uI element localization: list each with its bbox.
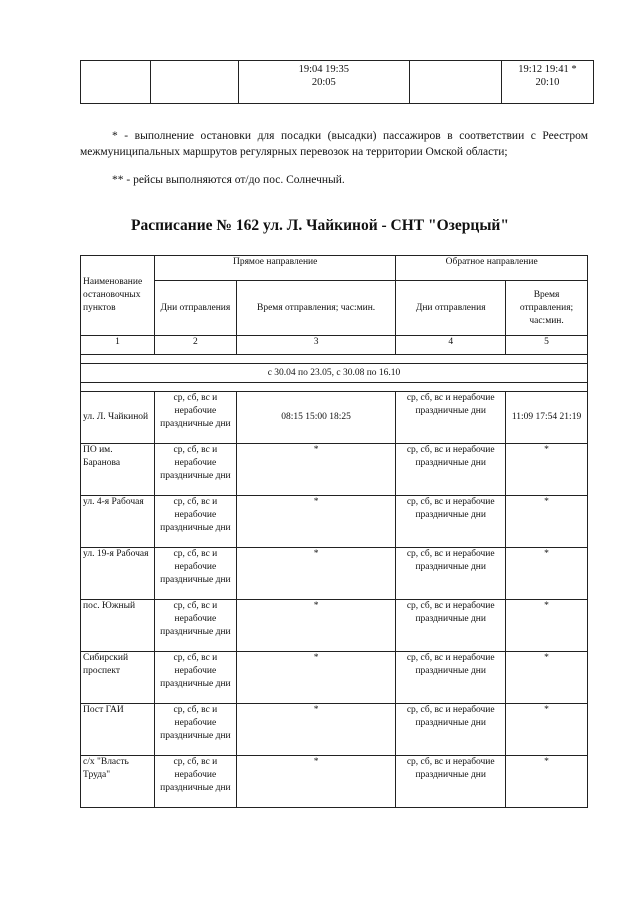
- forward-days-cell: ср, сб, вс и нерабочие праздничные дни: [154, 652, 236, 704]
- table-cell-empty: [409, 61, 501, 104]
- period-row: [81, 364, 588, 383]
- column-number: 1: [81, 336, 155, 355]
- schedule-table: [80, 255, 588, 808]
- backward-days-cell: ср, сб, вс и нерабочие праздничные дни: [396, 392, 506, 444]
- header-backward-direction: Обратное направление: [396, 256, 588, 281]
- stop-name-cell: ул. Л. Чайкиной: [81, 392, 155, 444]
- backward-days-cell: ср, сб, вс и нерабочие праздничные дни: [396, 600, 506, 652]
- header-forward-days: Дни отправления: [154, 281, 236, 336]
- forward-days-cell: ср, сб, вс и нерабочие праздничные дни: [154, 444, 236, 496]
- forward-time-cell: *: [236, 704, 396, 756]
- header-backward-time: Время отправления; час:мин.: [506, 281, 588, 336]
- header-row: [81, 256, 588, 281]
- stop-name-cell: Пост ГАИ: [81, 704, 155, 756]
- backward-time-cell: *: [506, 548, 588, 600]
- forward-time-cell: *: [236, 600, 396, 652]
- stop-name-cell: ул. 19-я Рабочая: [81, 548, 155, 600]
- backward-time-cell: *: [506, 756, 588, 808]
- table-cell-empty: [81, 61, 151, 104]
- forward-times-cell: 19:04 19:35 20:05: [238, 61, 409, 104]
- forward-time-cell: *: [236, 496, 396, 548]
- previous-schedule-table-fragment: [80, 60, 594, 104]
- backward-time-cell: *: [506, 704, 588, 756]
- column-number: 4: [396, 336, 506, 355]
- header-forward-direction: Прямое направление: [154, 256, 395, 281]
- forward-time-cell: 08:15 15:00 18:25: [236, 392, 396, 444]
- footnote-asterisk: * - выполнение остановки для посадки (высадки) пассажиров в соответствии с Реестром межмуниципальных маршрутов регулярных перевозок на территории Омской области;: [80, 130, 588, 158]
- footnotes: [80, 128, 588, 188]
- forward-days-cell: ср, сб, вс и нерабочие праздничные дни: [154, 756, 236, 808]
- forward-time-cell: *: [236, 756, 396, 808]
- stop-name-cell: Сибирский проспект: [81, 652, 155, 704]
- table-row: [81, 392, 588, 444]
- table-row: [81, 444, 588, 496]
- backward-time-cell: *: [506, 652, 588, 704]
- table-row: [81, 704, 588, 756]
- backward-days-cell: ср, сб, вс и нерабочие праздничные дни: [396, 548, 506, 600]
- table-cell-empty: [150, 61, 238, 104]
- forward-days-cell: ср, сб, вс и нерабочие праздничные дни: [154, 496, 236, 548]
- backward-times-line-1: 19:12 19:41 *: [518, 64, 577, 75]
- forward-days-cell: ср, сб, вс и нерабочие праздничные дни: [154, 600, 236, 652]
- backward-time-cell: *: [506, 600, 588, 652]
- forward-time-cell: *: [236, 652, 396, 704]
- header-backward-days: Дни отправления: [396, 281, 506, 336]
- header-subrow: [81, 281, 588, 336]
- backward-times-cell: [501, 61, 593, 104]
- table-row: [81, 496, 588, 548]
- backward-times-line-2: 20:10: [535, 77, 560, 88]
- spacer-cell: [81, 355, 588, 364]
- backward-days-cell: ср, сб, вс и нерабочие праздничные дни: [396, 704, 506, 756]
- backward-days-cell: ср, сб, вс и нерабочие праздничные дни: [396, 652, 506, 704]
- table-row: [81, 600, 588, 652]
- column-number: 5: [506, 336, 588, 355]
- forward-time-cell: *: [236, 444, 396, 496]
- column-number-row: [81, 336, 588, 355]
- schedule-title: Расписание № 162 ул. Л. Чайкиной - СНТ "Озерцый": [131, 217, 509, 234]
- table-row: [81, 61, 594, 104]
- stop-name-cell: пос. Южный: [81, 600, 155, 652]
- header-stop-name: Наименование остановочных пунктов: [81, 256, 155, 336]
- column-number: 2: [154, 336, 236, 355]
- backward-time-cell: 11:09 17:54 21:19: [506, 392, 588, 444]
- forward-days-cell: ср, сб, вс и нерабочие праздничные дни: [154, 704, 236, 756]
- spacer-row: [81, 355, 588, 364]
- forward-days-cell: ср, сб, вс и нерабочие праздничные дни: [154, 548, 236, 600]
- period-cell: с 30.04 по 23.05, с 30.08 по 16.10: [81, 364, 588, 383]
- spacer-row: [81, 383, 588, 392]
- stop-name-cell: ул. 4-я Рабочая: [81, 496, 155, 548]
- backward-time-cell: *: [506, 444, 588, 496]
- stop-name-cell: ПО им. Баранова: [81, 444, 155, 496]
- column-number: 3: [236, 336, 396, 355]
- footnote-double-asterisk: ** - рейсы выполняются от/до пос. Солнечный.: [112, 174, 345, 186]
- stop-name-cell: с/х "Власть Труда": [81, 756, 155, 808]
- backward-time-cell: *: [506, 496, 588, 548]
- backward-days-cell: ср, сб, вс и нерабочие праздничные дни: [396, 444, 506, 496]
- forward-time-cell: *: [236, 548, 396, 600]
- table-row: [81, 652, 588, 704]
- table-row: [81, 548, 588, 600]
- header-forward-time: Время отправления; час:мин.: [236, 281, 396, 336]
- table-row: [81, 756, 588, 808]
- forward-days-cell: ср, сб, вс и нерабочие праздничные дни: [154, 392, 236, 444]
- backward-days-cell: ср, сб, вс и нерабочие праздничные дни: [396, 756, 506, 808]
- spacer-cell: [81, 383, 588, 392]
- backward-days-cell: ср, сб, вс и нерабочие праздничные дни: [396, 496, 506, 548]
